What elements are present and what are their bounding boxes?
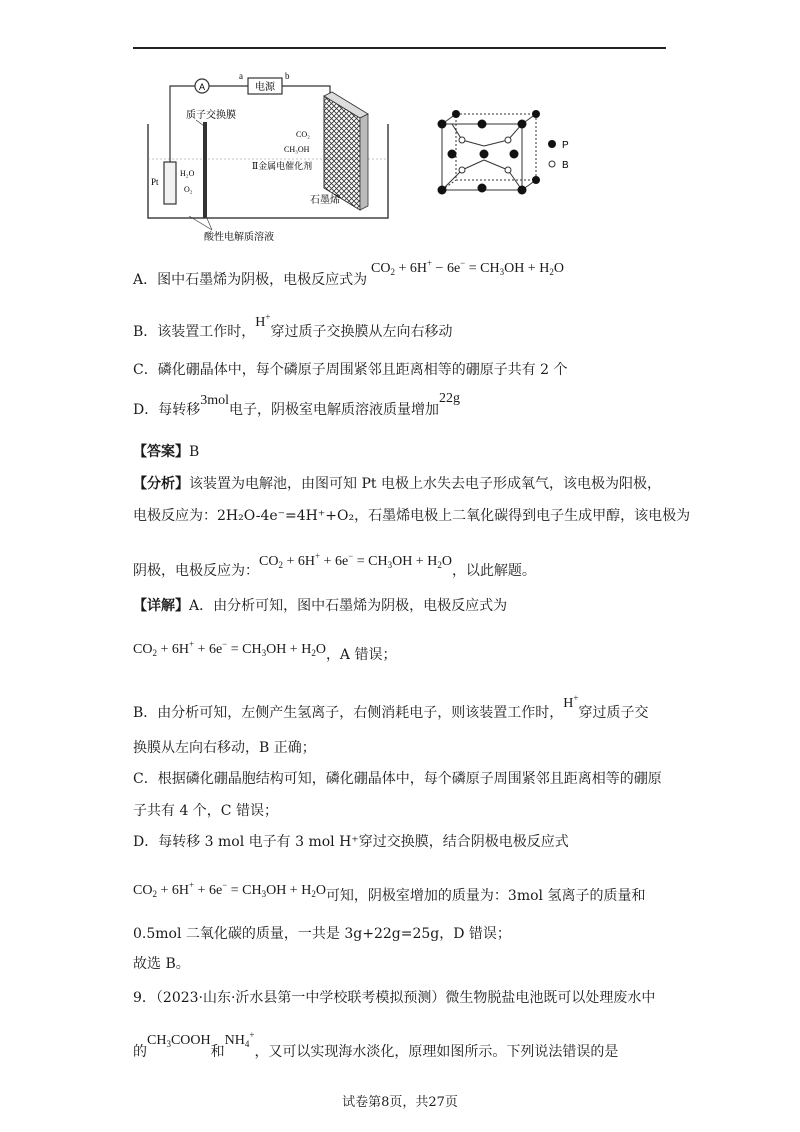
option-b: B．该装置工作时，H+穿过质子交换膜从左向右移动: [133, 312, 453, 340]
svg-text:a: a: [239, 71, 243, 81]
legend-b-label: B: [562, 160, 569, 171]
option-a: A．图中石墨烯为阴极，电极反应式为: [133, 272, 368, 288]
detail-d-line-1: D．每转移 3 mol 电子有 3 mol H⁺穿过交换膜，结合阴极电极反应式: [133, 834, 569, 850]
q9-line-1: 9．（2023·山东·沂水县第一中学校联考模拟预测）微生物脱盐电池既可以处理废水中: [133, 990, 656, 1006]
boron-phosphide-crystal-figure: [428, 110, 588, 200]
svg-text:O₂: O₂: [184, 185, 193, 194]
detail-d-line-3: 0.5mol 二氧化碳的质量，一共是 3g+22g=25g，D 错误；: [133, 926, 511, 942]
detail-c-line-1: C．根据磷化硼晶胞结构可知，磷化硼晶体中，每个磷原子周围紧邻且距离相等的硼原: [133, 771, 662, 787]
analysis-line-1: 【分析】该装置为电解池，由图可知 Pt 电极上水失去电子形成氧气，该电极为阳极，: [133, 476, 661, 492]
electrolysis-cell-figure: [134, 66, 402, 248]
legend-b-icon: [549, 161, 555, 167]
option-d: D．每转移3mol电子，阴极室电解质溶液质量增加22g: [133, 391, 461, 418]
svg-text:质子交换膜: 质子交换膜: [186, 110, 236, 121]
option-c: C．磷化硼晶体中，每个磷原子周围紧邻且距离相等的硼原子共有 2 个: [133, 362, 568, 378]
legend-p-icon: [548, 140, 556, 148]
answer-line: 【答案】B: [133, 444, 200, 460]
q9-line-2: 的$CH_3COOH$和$NH_4^+$，又可以实现海水淡化，原理如图所示。下列说法错误的是: [133, 1030, 619, 1060]
detail-b-line-2: 换膜从左向右移动，B 正确；: [133, 740, 316, 756]
conclusion-line: 故选 B。: [133, 956, 190, 972]
page-footer: 试卷第8页，共27页: [342, 1095, 458, 1110]
svg-text:石墨烯: 石墨烯: [310, 195, 340, 206]
detail-a-line: 【详解】A．由分析可知，图中石墨烯为阴极，电极反应式为: [133, 598, 508, 614]
header-rule: [133, 47, 666, 49]
detail-a-equation-line: $CO_2 + 6H^+ + 6e^- = CH_3OH + H_2O$，A 错误；: [133, 639, 397, 663]
detail-c-line-2: 子共有 4 个，C 错误；: [133, 803, 278, 819]
svg-text:CO₂: CO₂: [296, 130, 310, 139]
proton-exchange-membrane: [203, 122, 207, 218]
detail-d-line-2: $CO_2 + 6H^+ + 6e^- = CH_3OH + H_2O$可知，阴极室增加的质量为：3mol 氢离子的质量和: [133, 880, 646, 904]
pt-electrode: [164, 162, 176, 204]
analysis-line-2: 电极反应为：2H₂O-4e⁻=4H⁺+O₂，石墨烯电极上二氧化碳得到电子生成甲醇，该电极为: [133, 508, 691, 524]
ammeter-label: A: [198, 82, 206, 92]
svg-text:b: b: [285, 71, 290, 81]
option-a-equation: $CO_2 + 6H^+ - 6e^- = CH_3OH + H_2O$: [371, 258, 564, 277]
analysis-line-3: 阴极，电极反应为：$CO_2 + 6H^+ + 6e^- = CH_3OH + H_2O$，以此解题。: [133, 551, 536, 579]
svg-text:H₂O: H₂O: [180, 169, 195, 178]
svg-text:CH₃OH: CH₃OH: [284, 145, 310, 154]
svg-text:电源: 电源: [255, 82, 275, 93]
svg-text:Ⅱ金属电催化剂: Ⅱ金属电催化剂: [252, 162, 313, 172]
svg-text:酸性电解质溶液: 酸性电解质溶液: [204, 232, 274, 243]
svg-text:Pt: Pt: [151, 177, 159, 187]
legend-p-label: P: [562, 140, 569, 151]
detail-b-line-1: B．由分析可知，左侧产生氢离子，右侧消耗电子，则该装置工作时，H+穿过质子交: [133, 693, 649, 721]
